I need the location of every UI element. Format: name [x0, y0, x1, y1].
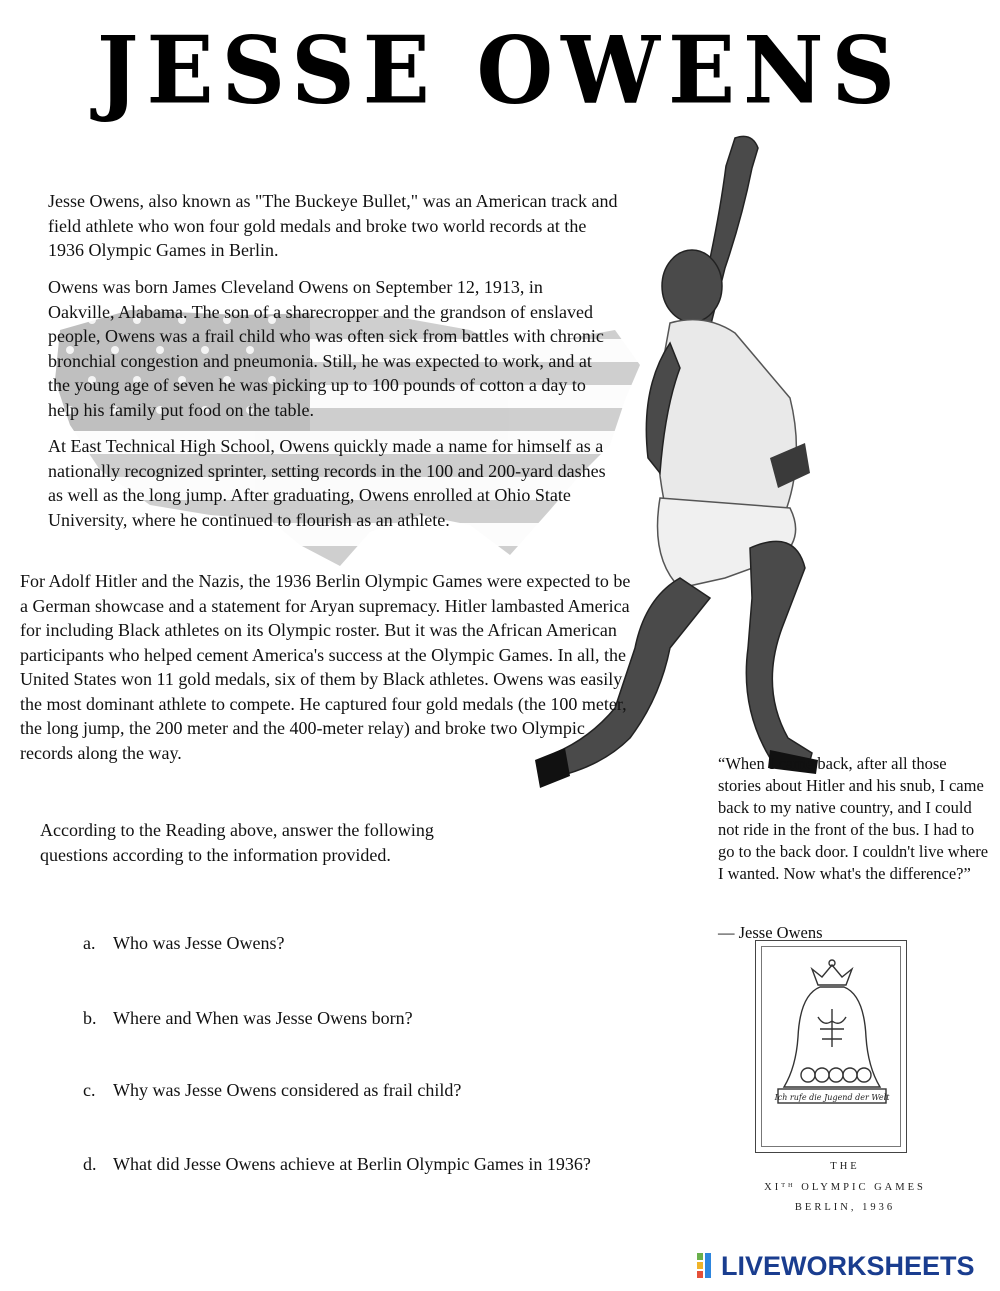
question-text: Why was Jesse Owens considered as frail child?: [113, 1080, 462, 1100]
paragraph-birth: Owens was born James Cleveland Owens on September 12, 1913, in Oakville, Alabama. The son of a sharecropper and the grandson of enslaved people, Owens was a frail child who was often sick from battles with chronic bronchial congestion and pneumonia. Still, he was expected to work, and at the young age of seven he was picking up to 100 pounds of cotton a day to help his family put food on the table.: [48, 277, 604, 420]
paragraph-school: At East Technical High School, Owens quickly made a name for himself as a nationally recognized sprinter, setting records in the 100 and 200-yard dashes as well as the long jump. After graduating, Owens enrolled at Ohio State University, where he continued to flourish as an athlete.: [48, 436, 606, 530]
question-text: What did Jesse Owens achieve at Berlin Olympic Games in 1936?: [113, 1154, 591, 1174]
olympic-bell-icon: [762, 947, 902, 1148]
poster-caption-line1: THE: [830, 1161, 860, 1172]
question-text: Where and When was Jesse Owens born?: [113, 1008, 413, 1028]
poster-caption-line3: BERLIN, 1936: [794, 1202, 896, 1213]
question-d: [83, 1154, 591, 1175]
bell-inscription: Ich rufe die Jugend der Welt: [774, 1093, 890, 1102]
paragraph-intro: Jesse Owens, also known as "The Buckeye Bullet," was an American track and field athlete who won four gold medals and broke two world records at the 1936 Olympic Games in Berlin.: [48, 191, 618, 260]
quote-attribution: — Jesse Owens: [718, 923, 823, 942]
liveworksheets-logo-text: LIVEWORKSHEETS: [721, 1250, 975, 1281]
liveworksheets-logo-icon: [697, 1253, 719, 1279]
olympic-bell-poster: [755, 940, 907, 1153]
poster-caption-line2: XIᵀᴴ OLYMPIC GAMES: [764, 1182, 926, 1193]
paragraph-olympics: For Adolf Hitler and the Nazis, the 1936 Berlin Olympic Games were expected to be a German showcase and a statement for Aryan supremacy. Hitler lambasted America for including Black athletes on its Olympic roster. But it was the African American participants who helped cement America's success at the Olympic Games. In all, the United States won 11 gold medals, six of them by Black athletes. Owens was easily the most dominant athlete to compete. He captured four gold medals (the 100 meter, the long jump, the 200 meter and the 400-meter relay) and broke two Olympic records along the way.: [20, 571, 631, 763]
quote-text: “When I came back, after all those stories about Hitler and his snub, I came back to my native country, and I could not ride in the front of the bus. I had to go to the back door. I couldn't live where I wanted. Now what's the difference?”: [718, 754, 989, 883]
instructions: According to the Reading above, answer the following questions according to the information provided.: [40, 820, 434, 865]
question-b: [83, 1008, 413, 1029]
question-text: Who was Jesse Owens?: [113, 933, 285, 953]
question-label: c.: [83, 1080, 96, 1100]
liveworksheets-logo[interactable]: [697, 1251, 975, 1281]
question-label: b.: [83, 1008, 97, 1028]
question-a: [83, 933, 284, 954]
question-label: a.: [83, 933, 96, 953]
question-label: d.: [83, 1154, 97, 1174]
question-c: [83, 1080, 461, 1101]
page-title: JESSE OWENS: [96, 15, 904, 125]
